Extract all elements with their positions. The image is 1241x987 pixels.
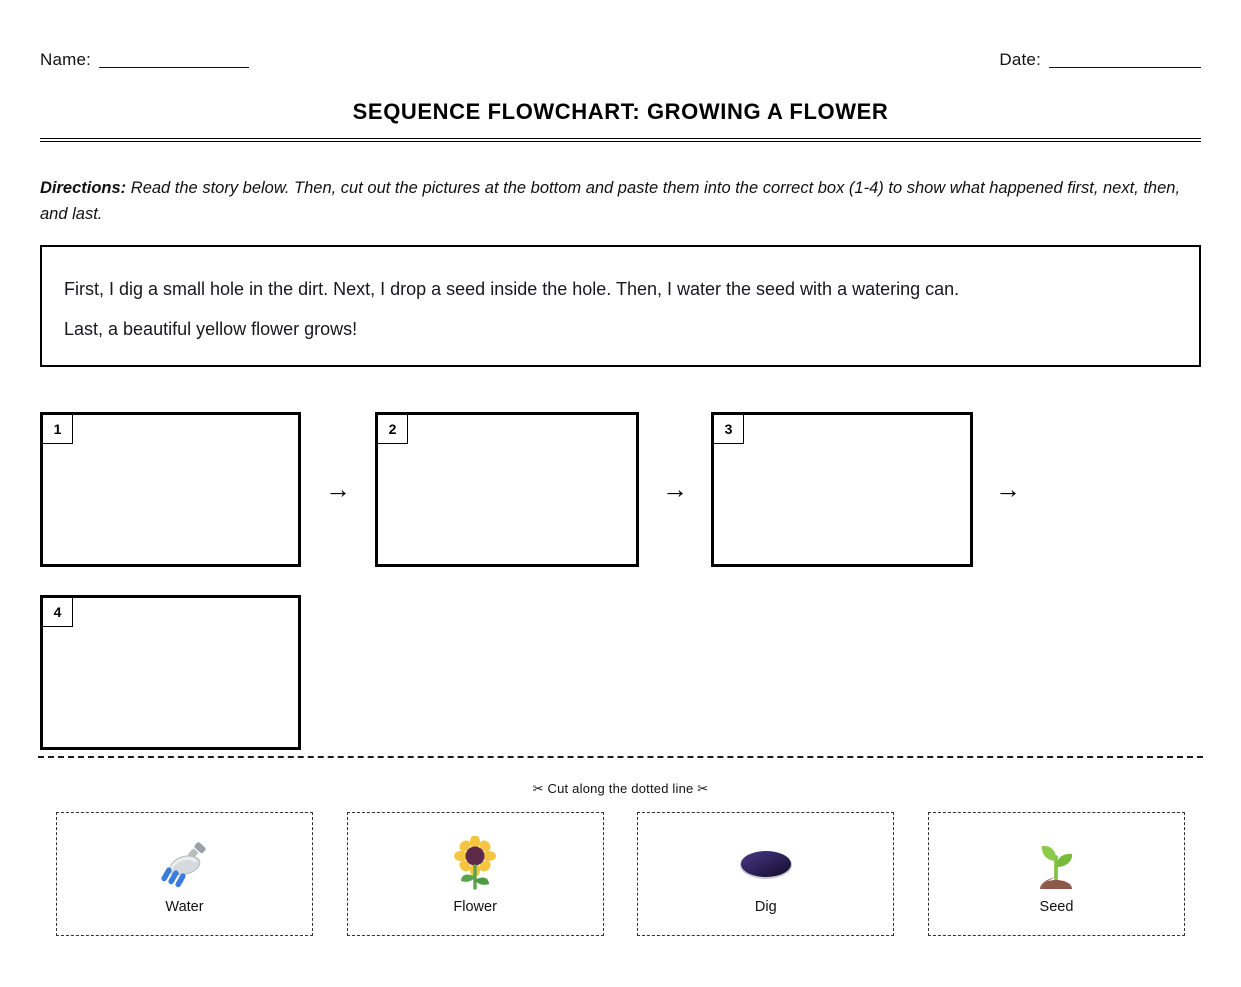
- header-fields: [40, 0, 1201, 68]
- sequence-arrow-2: →: [662, 474, 688, 505]
- date-field-group: [999, 51, 1201, 68]
- cutout-card-flower[interactable]: [347, 812, 604, 936]
- cut-instruction-label: ✂ Cut along the dotted line ✂: [532, 781, 709, 796]
- shower-head-icon: [157, 833, 213, 895]
- sequence-cell-2: [375, 412, 639, 567]
- sequence-cell-3: [711, 412, 973, 567]
- story-line-1: First, I dig a small hole in the dirt. Next, I drop a seed inside the hole. Then, I water the seed with a watering can.: [64, 278, 960, 299]
- sequence-row-bottom: [40, 595, 1201, 750]
- cutout-card-dig-label: Dig: [754, 899, 777, 915]
- sequence-cell-1: [40, 412, 301, 567]
- sequence-row-top: [40, 412, 1201, 567]
- sequence-box-1[interactable]: [40, 412, 301, 567]
- name-write-line[interactable]: [99, 57, 249, 68]
- story-box: [40, 245, 1201, 367]
- directions-label: Directions:: [40, 179, 127, 197]
- cutout-card-flower-label: Flower: [453, 899, 497, 915]
- hole-icon: [735, 833, 797, 895]
- sequence-box-4-number: 4: [42, 597, 73, 627]
- page-title: SEQUENCE FLOWCHART: GROWING A FLOWER: [352, 99, 889, 124]
- cutout-card-dig[interactable]: [637, 812, 894, 936]
- directions-paragraph: [40, 175, 1201, 228]
- cutout-card-seed-label: Seed: [1039, 899, 1074, 915]
- sunflower-icon: [450, 833, 500, 895]
- sequence-box-2[interactable]: [375, 412, 639, 567]
- cutout-card-seed[interactable]: [928, 812, 1185, 936]
- sequence-box-3-number: 3: [713, 414, 744, 444]
- sequence-arrow-1: →: [325, 474, 351, 505]
- cut-dotted-line: [38, 756, 1203, 758]
- cutout-card-water-label: Water: [165, 899, 204, 915]
- date-label: Date:: [999, 50, 1041, 69]
- sequence-box-4[interactable]: [40, 595, 301, 750]
- sequence-box-2-number: 2: [377, 414, 408, 444]
- directions-text: Read the story below. Then, cut out the pictures at the bottom and paste them into the correct box (1-4) to show what happened first, next, then, and last.: [40, 179, 1181, 224]
- name-label: Name:: [40, 50, 92, 69]
- date-write-line[interactable]: [1049, 57, 1201, 68]
- cut-section: [0, 756, 1241, 936]
- sequence-box-3[interactable]: [711, 412, 973, 567]
- sequence-box-1-number: 1: [42, 414, 73, 444]
- sequence-cell-4: [40, 595, 301, 750]
- title-divider: [40, 138, 1201, 142]
- name-field-group: [40, 51, 249, 68]
- cutout-cards-row: [38, 812, 1203, 936]
- story-line-2: Last, a beautiful yellow flower grows!: [64, 318, 358, 339]
- sequence-arrow-3: →: [995, 474, 1021, 505]
- seedling-icon: [1030, 833, 1082, 895]
- cutout-card-water[interactable]: [56, 812, 313, 936]
- sequence-area: [40, 412, 1201, 737]
